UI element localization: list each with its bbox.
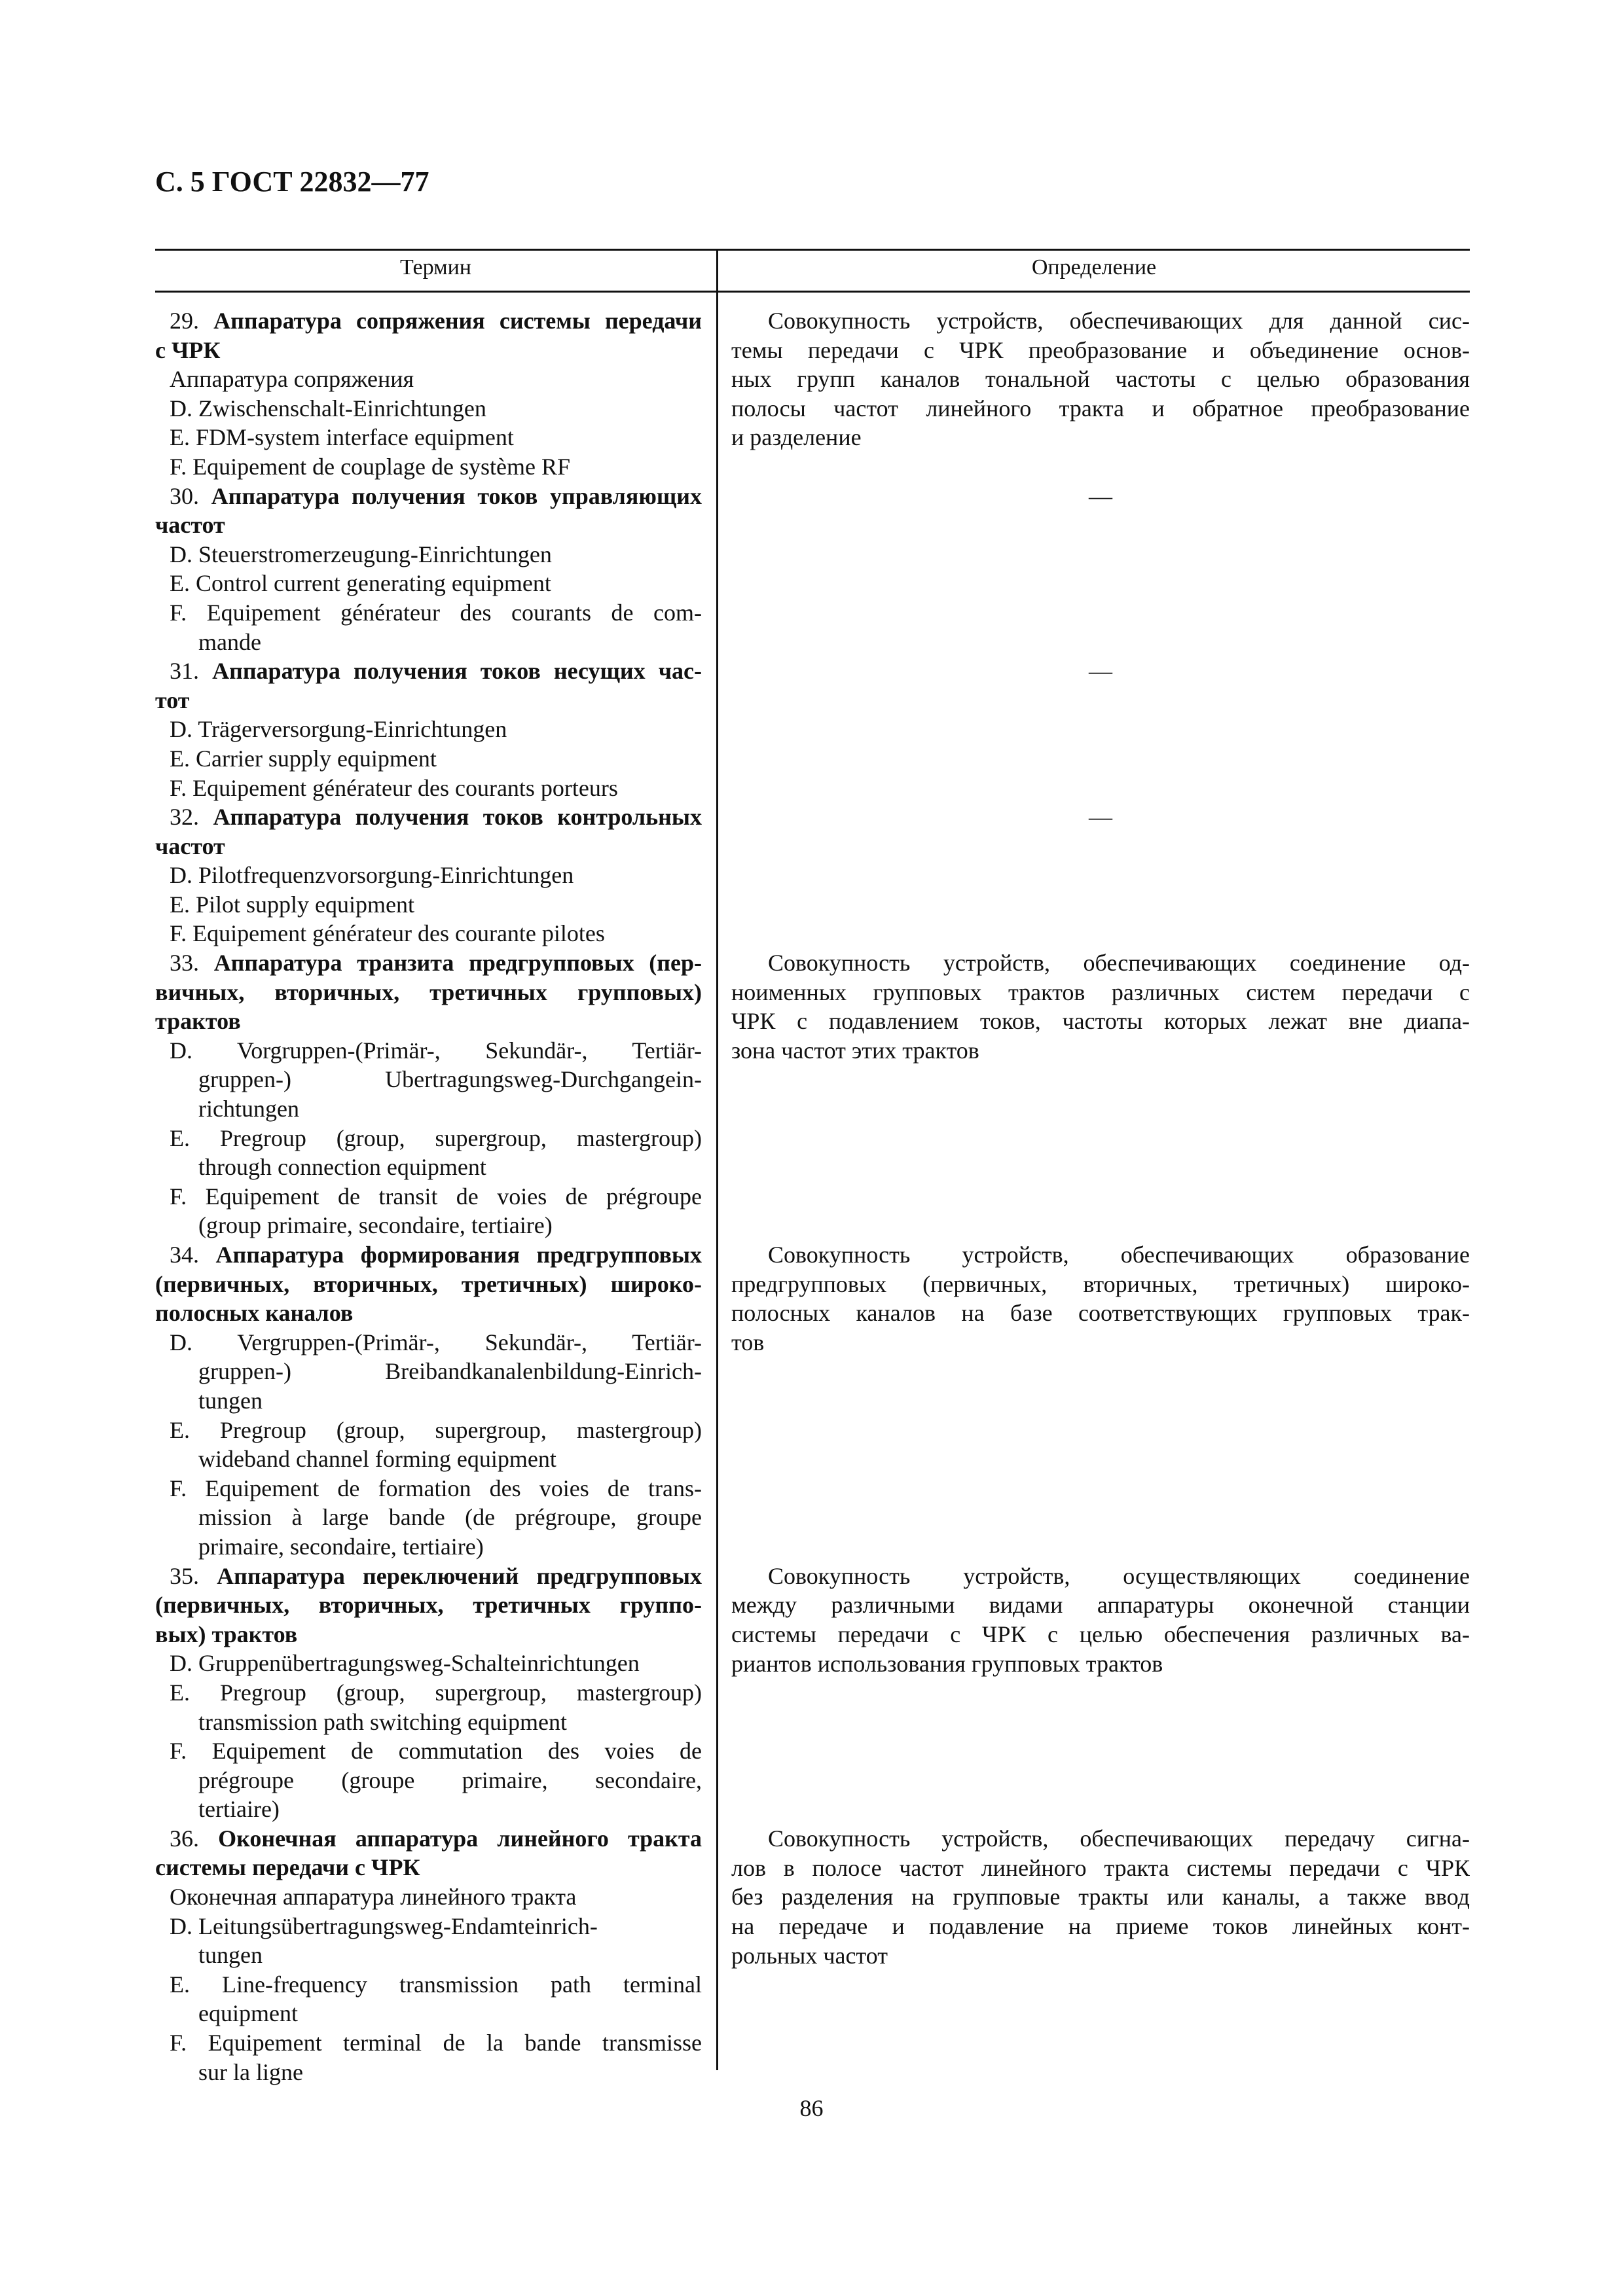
term-line <box>155 1240 702 1270</box>
term-line <box>155 1882 702 1912</box>
term-line <box>155 1678 702 1708</box>
term-line <box>155 715 702 744</box>
term-text: tertiaire) <box>198 1796 280 1823</box>
term-line <box>155 482 702 511</box>
term-line <box>155 1386 702 1416</box>
term-line <box>155 1065 702 1094</box>
term-text: Аппаратура сопряжения <box>170 366 414 393</box>
term-line <box>155 1007 702 1036</box>
term-text: D. Pilotfrequenzvorsorgung-Einrichtungen <box>170 862 574 889</box>
term-line <box>155 832 702 861</box>
term-line <box>155 1824 702 1854</box>
term-entry <box>155 1562 702 1824</box>
term-title: частот <box>155 833 225 859</box>
term-text: D. Vorgruppen-(Primär-, Sekundär-, Tertiär- <box>170 1037 702 1064</box>
page-number: 86 <box>799 2095 824 2121</box>
term-text: E. Pregroup (group, supergroup, mastergroup) <box>170 1124 702 1151</box>
term-line <box>155 774 702 803</box>
term-title: с ЧРК <box>155 336 221 363</box>
definition-line: Совокупность устройств, обеспечивающих соединение од- <box>768 950 1470 977</box>
term-title: системы передачи с ЧРК <box>155 1854 420 1881</box>
term-text: E. Pregroup (group, supergroup, mastergroup) <box>170 1416 702 1443</box>
term-line <box>155 1444 702 1474</box>
definition-line: Совокупность устройств, обеспечивающих образование <box>768 1242 1470 1268</box>
term-number: 31. <box>170 658 213 685</box>
term-line <box>155 1590 702 1620</box>
term-number: 30. <box>170 482 211 509</box>
table-top-rule <box>155 249 1470 251</box>
term-line <box>155 1853 702 1882</box>
term-text: tungen <box>198 1387 263 1414</box>
term-line <box>155 1270 702 1299</box>
term-line <box>155 1532 702 1562</box>
term-line <box>155 1503 702 1532</box>
table-header-rule <box>155 291 1470 293</box>
term-text: E. Pregroup (group, supergroup, mastergroup) <box>170 1679 702 1706</box>
term-text: D. Vergruppen-(Primär-, Sekundär-, Tertiär- <box>170 1329 702 1355</box>
term-line <box>155 1153 702 1182</box>
term-title: Аппаратура переключений предгрупповых <box>217 1562 702 1589</box>
definition-line: темы передачи с ЧРК преобразование и объединение основ- <box>731 336 1470 363</box>
term-line <box>155 511 702 540</box>
term-title: (первичных, вторичных, третичных) широко- <box>155 1270 702 1297</box>
term-text: F. Equipement terminal de la bande transmisse <box>170 2030 702 2056</box>
definition-line: тов <box>731 1329 765 1355</box>
term-line <box>155 1124 702 1153</box>
term-text: tungen <box>198 1942 263 1969</box>
term-title: вичных, вторичных, третичных групповых) <box>155 978 702 1005</box>
term-text: gruppen-) Ubertragungsweg-Durchgangein- <box>198 1066 702 1093</box>
term-entry <box>155 306 702 482</box>
term-line <box>155 1562 702 1591</box>
definition-line: ноименных групповых трактов различных систем передачи с <box>731 978 1470 1005</box>
term-text: D. Leitungsübertragungsweg-Endamteinrich- <box>170 1912 598 1939</box>
definition-entry <box>731 306 1470 452</box>
definition-entry <box>731 1240 1470 1357</box>
definition-entry <box>731 1562 1470 1678</box>
term-text: D. Trägerversorgung-Einrichtungen <box>170 716 507 743</box>
term-text: E. Carrier supply equipment <box>170 745 437 772</box>
term-line <box>155 1416 702 1445</box>
term-title: Аппаратура транзита предгрупповых (пер- <box>213 950 702 977</box>
definition-line: риантов использования групповых трактов <box>731 1650 1163 1677</box>
term-line <box>155 336 702 365</box>
term-line <box>155 365 702 394</box>
term-text: D. Gruppenübertragungsweg-Schalteinrichtungen <box>170 1650 640 1677</box>
term-title: Аппаратура получения токов контрольных <box>213 804 702 831</box>
term-line <box>155 686 702 715</box>
column-header-term: Термин <box>400 255 471 279</box>
term-entry <box>155 802 702 948</box>
term-line <box>155 656 702 686</box>
term-line <box>155 423 702 452</box>
definition-dash: — <box>1089 482 1112 509</box>
term-line <box>155 948 702 978</box>
term-title: Аппаратура формирования предгрупповых <box>215 1242 702 1268</box>
term-text: Оконечная аппаратура линейного тракта <box>170 1884 577 1910</box>
term-entry <box>155 948 702 1240</box>
term-text: E. Line-frequency transmission path terminal <box>170 1971 702 1998</box>
term-line <box>155 1328 702 1357</box>
term-line <box>155 1299 702 1328</box>
term-text: mande <box>198 628 261 655</box>
term-number: 35. <box>170 1562 217 1589</box>
term-text: mission à large bande (de prégroupe, groupe <box>198 1504 702 1531</box>
definition-dash: — <box>1089 658 1112 685</box>
definition-line: ЧРК с подавлением токов, частоты которых лежат вне диапа- <box>731 1008 1470 1035</box>
term-title: Оконечная аппаратура линейного тракта <box>218 1825 702 1852</box>
term-text: gruppen-) Breibandkanalenbildung-Einrich- <box>198 1358 702 1385</box>
term-text: through connection equipment <box>198 1154 486 1181</box>
term-text: transmission path switching equipment <box>198 1708 567 1735</box>
term-number: 29. <box>170 308 214 334</box>
term-line <box>155 1357 702 1386</box>
term-line <box>155 1795 702 1824</box>
term-line <box>155 744 702 774</box>
definition-line: без разделения на групповые тракты или каналы, а также ввод <box>731 1884 1470 1910</box>
term-text: F. Equipement générateur des courants de com- <box>170 599 702 626</box>
page-header: С. 5 ГОСТ 22832—77 <box>155 166 429 198</box>
term-text: D. Zwischenschalt-Einrichtungen <box>170 395 486 422</box>
term-title: Аппаратура получения токов несущих час- <box>212 658 702 685</box>
definition-line: и разделение <box>731 424 862 451</box>
definition-line: Совокупность устройств, обеспечивающих для данной сис- <box>768 308 1470 334</box>
term-line <box>155 540 702 569</box>
term-title: (первичных, вторичных, третичных группо- <box>155 1592 702 1619</box>
definition-line: системы передачи с ЧРК с целью обеспечения различных ва- <box>731 1621 1470 1647</box>
term-text: equipment <box>198 2000 298 2027</box>
terms-table <box>155 249 1470 2085</box>
term-number: 36. <box>170 1825 219 1852</box>
definition-entry <box>731 1824 1470 1970</box>
definition-entry <box>731 482 1470 511</box>
term-text: richtungen <box>198 1096 299 1122</box>
term-text: F. Equipement de commutation des voies de <box>170 1738 702 1765</box>
term-title: вых) трактов <box>155 1621 298 1647</box>
term-text: D. Steuerstromerzeugung-Einrichtungen <box>170 541 552 567</box>
term-text: primaire, secondaire, tertiaire) <box>198 1533 484 1560</box>
term-line <box>155 1474 702 1503</box>
term-line <box>155 978 702 1007</box>
definition-entry <box>731 948 1470 1065</box>
definition-dash: — <box>1089 804 1112 831</box>
term-text: F. Equipement de formation des voies de trans- <box>170 1475 702 1501</box>
term-title: полосных каналов <box>155 1300 354 1327</box>
term-title: Аппаратура получения токов управляющих <box>211 482 702 509</box>
term-column <box>155 306 702 2087</box>
term-line <box>155 1211 702 1240</box>
term-text: E. FDM-system interface equipment <box>170 424 514 451</box>
column-header-definition: Определение <box>1031 255 1157 279</box>
term-line <box>155 1999 702 2028</box>
term-line <box>155 1649 702 1678</box>
term-line <box>155 306 702 336</box>
definition-line: Совокупность устройств, осуществляющих соединение <box>768 1562 1470 1589</box>
definition-line: зона частот этих трактов <box>731 1037 979 1064</box>
definition-line: на передаче и подавление на приеме токов линейных конт- <box>731 1912 1470 1939</box>
term-line <box>155 890 702 920</box>
term-line <box>155 394 702 423</box>
term-entry <box>155 1240 702 1562</box>
term-text: F. Equipement générateur des courants porteurs <box>170 774 618 801</box>
term-line <box>155 1941 702 1970</box>
term-text: wideband channel forming equipment <box>198 1446 556 1473</box>
term-line <box>155 452 702 482</box>
term-text: (group primaire, secondaire, tertiaire) <box>198 1212 553 1239</box>
definition-entry <box>731 656 1470 686</box>
term-number: 33. <box>170 950 214 977</box>
term-line <box>155 2028 702 2058</box>
term-line <box>155 1620 702 1649</box>
definition-line: полосных каналов на базе соответствующих групповых трак- <box>731 1300 1470 1327</box>
term-title: частот <box>155 512 225 539</box>
term-line <box>155 861 702 890</box>
definition-entry <box>731 802 1470 832</box>
term-line <box>155 1094 702 1124</box>
term-line <box>155 919 702 948</box>
term-title: трактов <box>155 1008 241 1035</box>
term-title: Аппаратура сопряжения системы передачи <box>213 308 702 334</box>
definition-line: ных групп каналов тональной частоты с целью образования <box>731 366 1470 393</box>
term-line <box>155 1708 702 1737</box>
term-line <box>155 569 702 598</box>
term-text: E. Control current generating equipment <box>170 570 551 597</box>
term-entry <box>155 1824 702 2087</box>
definition-line: Совокупность устройств, обеспечивающих передачу сигна- <box>768 1825 1470 1852</box>
term-text: E. Pilot supply equipment <box>170 891 414 918</box>
term-text: F. Equipement générateur des courante pilotes <box>170 920 605 947</box>
term-line <box>155 2058 702 2087</box>
term-line <box>155 1182 702 1211</box>
term-entry <box>155 656 702 802</box>
term-line <box>155 1766 702 1795</box>
definition-line: между различными видами аппаратуры оконечной станции <box>731 1592 1470 1619</box>
term-text: sur la ligne <box>198 2058 303 2085</box>
term-line <box>155 628 702 657</box>
term-text: prégroupe (groupe primaire, secondaire, <box>198 1767 702 1793</box>
term-line <box>155 802 702 832</box>
term-line <box>155 1970 702 2000</box>
term-text: F. Equipement de transit de voies de prégroupe <box>170 1183 702 1210</box>
term-entry <box>155 482 702 657</box>
term-number: 34. <box>170 1242 216 1268</box>
term-line <box>155 1736 702 1766</box>
term-line <box>155 1036 702 1066</box>
definition-line: предгрупповых (первичных, вторичных, третичных) широко- <box>731 1270 1470 1297</box>
table-column-divider <box>716 249 718 2070</box>
term-title: тот <box>155 687 190 713</box>
term-line <box>155 598 702 628</box>
definition-line: полосы частот линейного тракта и обратное преобразование <box>731 395 1470 422</box>
term-number: 32. <box>170 804 213 831</box>
definition-line: лов в полосе частот линейного тракта системы передачи с ЧРК <box>731 1854 1470 1881</box>
term-line <box>155 1912 702 1941</box>
term-text: F. Equipement de couplage de système RF <box>170 453 570 480</box>
definition-line: рольных частот <box>731 1942 888 1969</box>
